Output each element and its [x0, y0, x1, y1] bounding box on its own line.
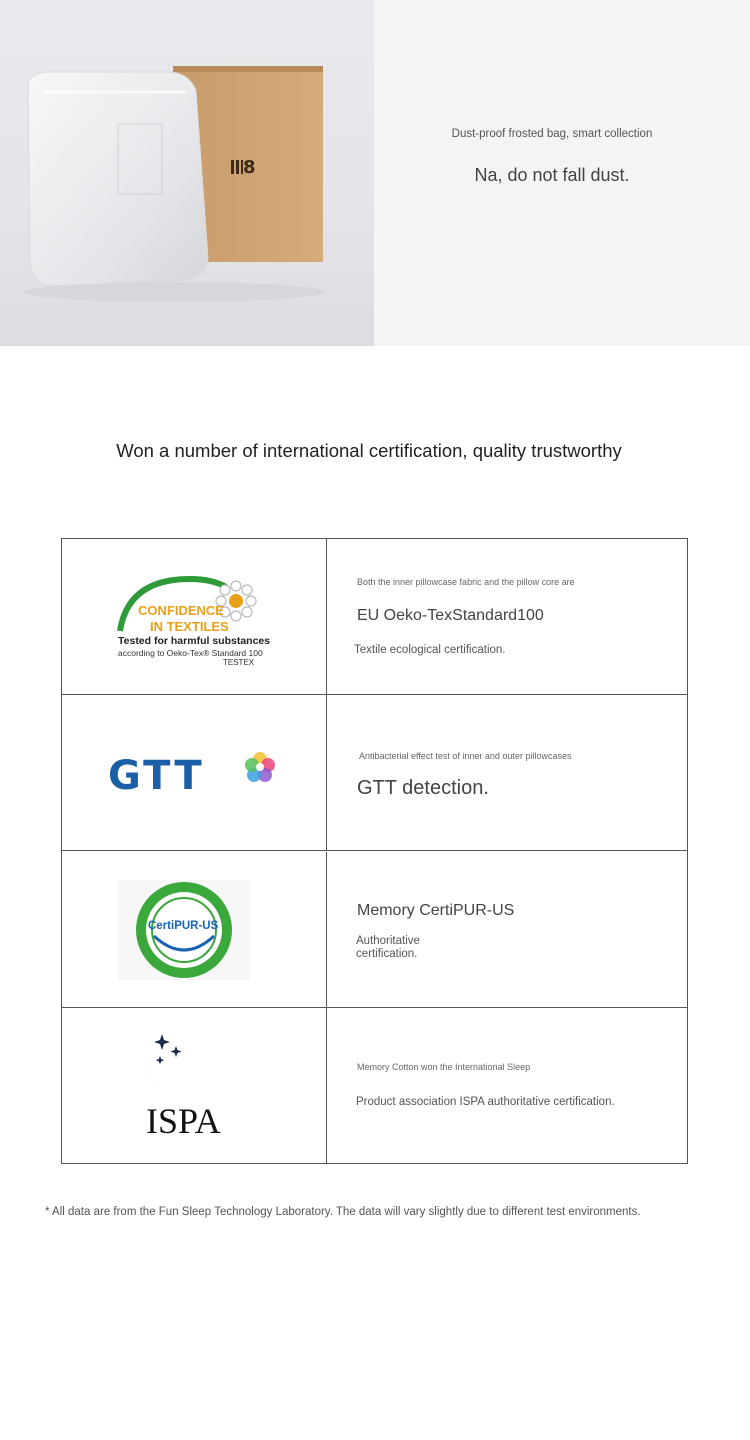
oeko-tex-text: [327, 539, 687, 694]
gtt-flower-icon: [62, 695, 327, 851]
cert-row-gtt: [62, 695, 687, 851]
gtt-logo: [62, 695, 327, 850]
oeko-line3: Tested for harmful substances: [118, 635, 271, 647]
gtt-logo-text: GTT: [108, 753, 205, 799]
certipur-logo-text: CertiPUR-US: [148, 920, 219, 932]
cert-main-text: EU Oeko-TexStandard100: [357, 607, 544, 624]
ispa-text: [327, 1008, 687, 1164]
oeko-line4: according to Oeko-Tex® Standard 100: [118, 648, 263, 658]
certipur-text: [327, 852, 687, 1007]
footnote: * All data are from the Fun Sleep Technology Laboratory. The data will vary slightly due to different test environments.: [45, 1206, 641, 1218]
hero-caption-small: Dust-proof frosted bag, smart collection: [451, 128, 653, 140]
cert-sub-text: Textile ecological certification.: [354, 644, 506, 656]
cert-sub-text-1: Authoritative: [356, 935, 420, 947]
hero-section: [0, 0, 750, 346]
oeko-tex-logo: [62, 539, 327, 694]
ispa-logo: [62, 1008, 327, 1164]
brand-mark-icon: [231, 160, 243, 174]
oeko-line5: TESTEX: [223, 658, 255, 667]
section-title: Won a number of international certification, quality trustworthy: [116, 440, 622, 461]
packaging-illustration: [0, 0, 374, 346]
certification-table: [61, 538, 688, 1164]
box-brand-logo: [231, 157, 256, 178]
cert-sub-text-2: certification.: [356, 948, 418, 960]
cert-row-certipur: [62, 852, 687, 1008]
box-logo-text: 8: [243, 157, 256, 178]
cert-sub-text: Product association ISPA authoritative certification.: [356, 1096, 615, 1108]
cert-row-ispa: [62, 1008, 687, 1164]
oeko-line2: IN TEXTILES: [150, 619, 229, 634]
product-photo: [0, 0, 374, 346]
cert-small-text: Antibacterial effect test of inner and outer pillowcases: [359, 751, 572, 761]
cert-small-text: Both the inner pillowcase fabric and the pillow core are: [357, 577, 575, 587]
oeko-line1: CONFIDENCE: [138, 603, 224, 618]
certipur-logo: [62, 852, 327, 1007]
hero-caption-big: Na, do not fall dust.: [474, 165, 630, 185]
cert-main-text: GTT detection.: [357, 777, 489, 799]
gtt-text: [327, 695, 687, 850]
cert-main-text: Memory CertiPUR-US: [357, 902, 515, 919]
cert-row-oeko-tex: [62, 539, 687, 695]
ispa-logo-text: ISPA: [146, 1101, 221, 1141]
hero-text-panel: [374, 0, 750, 346]
cert-small-text: Memory Cotton won the International Sleep: [357, 1062, 531, 1072]
